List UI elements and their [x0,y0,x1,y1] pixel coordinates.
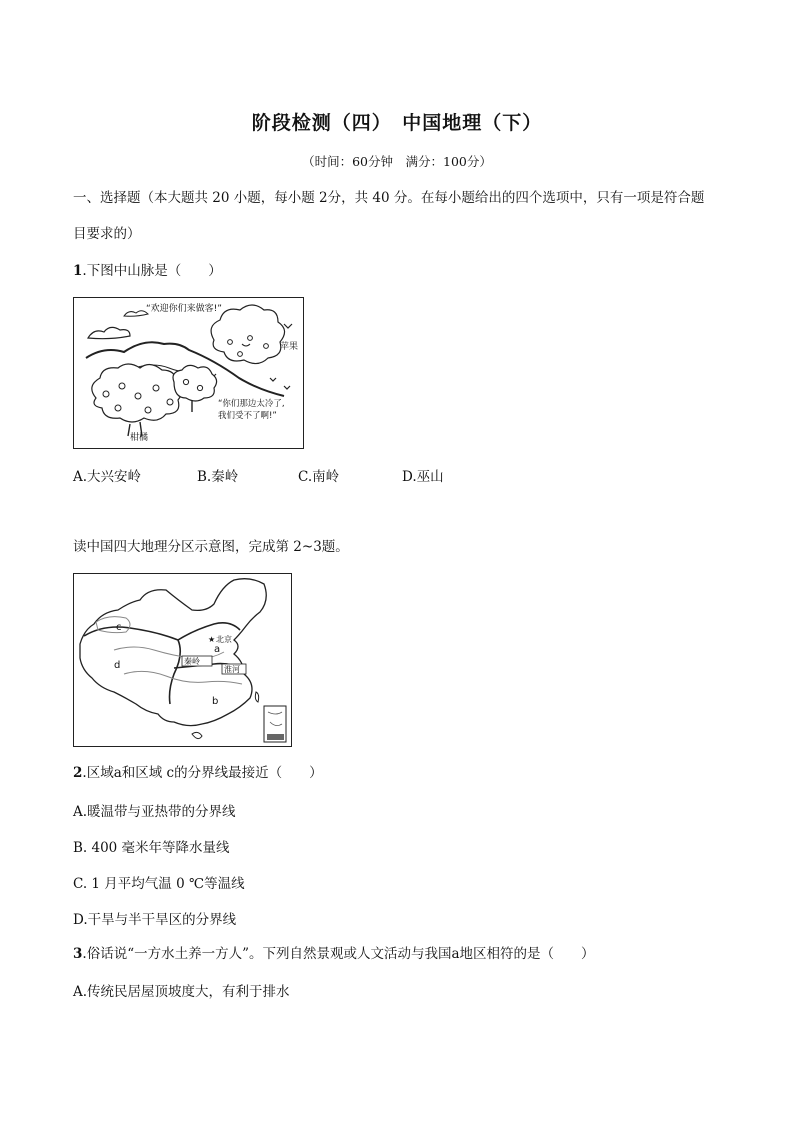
region-a-label: a [214,644,221,655]
region-c-label: c [116,622,122,633]
question-2-stem: .区域a和区域 c的分界线最接近（ ） [82,765,323,781]
q2-option-b[interactable]: B. 400 毫米年等降水量线 [73,840,230,856]
page-title: 阶段检测（四） 中国地理（下） [251,112,543,134]
section-instruction-line2: 目要求的） [73,226,141,242]
speech-top: “欢迎你们来做客!” [146,304,222,314]
speech-bottom-line1: “你们那边太冷了, [218,399,285,409]
question-1 [73,261,222,281]
region-d-label: d [114,660,121,671]
label-beijing: 北京 [216,635,232,644]
question-3 [73,944,595,964]
question-1-number: 1 [73,263,83,279]
mountain-cartoon-illustration [74,298,303,448]
mountain-cartoon-figure [73,297,304,449]
q3-option-a[interactable]: A.传统民居屋顶坡度大，有利于排水 [73,984,290,1000]
q1-option-a[interactable]: A.大兴安岭 [73,469,142,485]
speech-bottom-line2: 我们受不了啊!” [218,411,277,421]
q2-option-c[interactable]: C. 1 月平均气温 0 ℃等温线 [73,876,245,892]
exam-info: （时间：60分钟 满分：100分） [302,154,492,169]
beijing-star-icon: ★ [208,635,216,644]
q1-option-b[interactable]: B.秦岭 [197,469,239,485]
label-huaihe: 淮河 [224,665,240,674]
section-instruction-line1: 一、选择题（本大题共 20 小题，每小题 2分，共 40 分。在每小题给出的四个选项中，只有一项是符合题 [73,190,705,206]
region-b-label: b [212,696,219,707]
question-2-number: 2 [73,765,83,781]
q2-option-a[interactable]: A.暖温带与亚热带的分界线 [73,804,236,820]
label-apple: 苹果 [280,342,299,352]
label-citrus: 柑橘 [130,433,149,443]
question-3-number: 3 [73,946,83,962]
question-1-stem: .下图中山脉是（ ） [82,263,222,279]
reading-instruction: 读中国四大地理分区示意图，完成第 2~3题。 [73,539,349,555]
q2-option-d[interactable]: D.干旱与半干旱区的分界线 [73,912,237,928]
q1-option-c[interactable]: C.南岭 [298,469,340,485]
label-qinling: 秦岭 [184,657,200,666]
china-regions-map [73,573,292,747]
question-2 [73,763,323,783]
q1-option-d[interactable]: D.巫山 [402,469,444,485]
china-map-illustration [74,574,291,746]
question-3-stem: .俗话说“一方水土养一方人”。下列自然景观或人文活动与我国a地区相符的是（ ） [82,946,595,962]
